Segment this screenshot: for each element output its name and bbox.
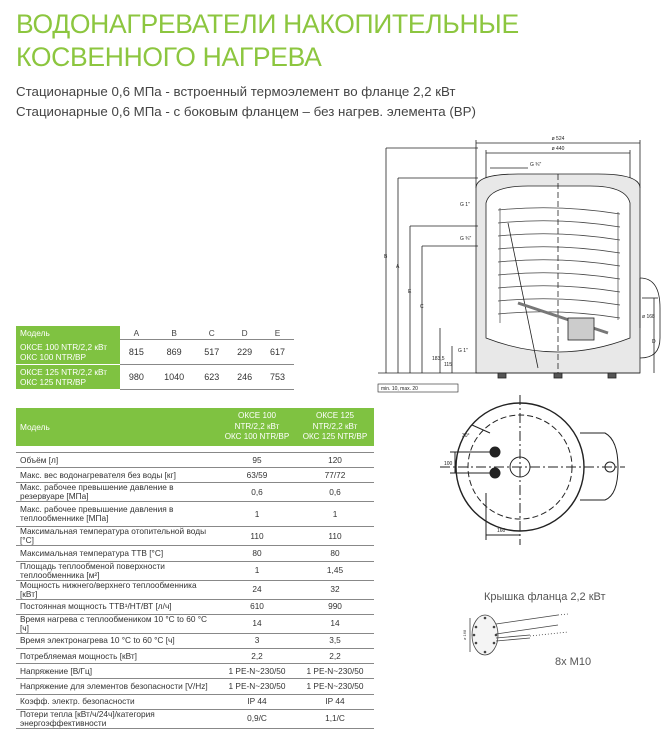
spec-value-125: 120 (296, 453, 374, 468)
spec-value-100: 1 PE-N~230/50 (218, 679, 296, 694)
dimension-value: 617 (261, 340, 294, 365)
spec-row (16, 614, 374, 633)
dimensions-header-c: C (195, 326, 228, 340)
spec-value-125: IP 44 (296, 694, 374, 709)
label-d168: ø 168 (642, 314, 655, 320)
spec-value-100: IP 44 (218, 694, 296, 709)
top-view-drawing (410, 395, 640, 555)
pipe-connection (490, 447, 500, 457)
spec-header-model: Модель (16, 408, 218, 446)
dimension-value: 229 (228, 340, 261, 365)
model-name-line2: ОКС 125 NTR/BP (20, 376, 87, 387)
spec-label: Площадь теплообменой поверхности теплообменника [м²] (16, 561, 218, 580)
dimensions-row (16, 364, 294, 389)
spec-value-125: 1 PE-N~230/50 (296, 664, 374, 679)
col-125-line2: NTR/2,2 кВт (312, 421, 358, 431)
subtitle-builtin-element: Стационарные 0,6 МПа - встроенный термоэлемент во фланце 2,2 кВт (16, 84, 456, 99)
spec-label: Макс. рабочее превышение давления в теплообменнике [МПа] (16, 502, 218, 527)
label-115: 115 (444, 362, 452, 368)
spec-label: Макс. вес водонагревателя без воды [кг] (16, 468, 218, 483)
dimension-value: 246 (228, 364, 261, 389)
dimensions-header-e: E (261, 326, 294, 340)
label-a: A (396, 264, 400, 270)
spec-value-125: 77/72 (296, 468, 374, 483)
spec-header-col-125 (296, 408, 374, 446)
dimensions-header-d: D (228, 326, 261, 340)
flange-bolts-label: 8x M10 (555, 656, 592, 668)
label-100: 100 (444, 461, 453, 467)
spec-value-100: 110 (218, 527, 296, 546)
dimension-value: 815 (120, 340, 153, 365)
spec-value-125: 1,45 (296, 561, 374, 580)
dimensions-header-model: Модель (16, 326, 120, 340)
spec-label: Максимальная температура ТТВ [°C] (16, 546, 218, 561)
spec-value-100: 0,6 (218, 483, 296, 502)
model-name-line1: ОКСЕ 125 NTR/2,2 кВт (20, 366, 108, 377)
title-line-2: КОСВЕННОГО НАГРЕВА (16, 42, 322, 72)
spec-row (16, 561, 374, 580)
spec-label: Напряжение для элементов безопасности [V/Hz] (16, 679, 218, 694)
model-name-line1: ОКСЕ 100 NTR/2,2 кВт (20, 341, 108, 352)
spec-row (16, 502, 374, 527)
spec-value-100: 24 (218, 580, 296, 599)
spec-header-row (16, 408, 374, 446)
dimensions-table (16, 326, 294, 390)
label-angle-30: 30° (462, 433, 470, 439)
col-125-line1: ОКСЕ 125 (316, 411, 354, 421)
flange-cover-title: Крышка фланца 2,2 кВт (484, 591, 606, 603)
spec-label: Потери тепла [кВт/ч/24ч]/категория энергоэффективности (16, 709, 218, 728)
spec-value-100: 1 (218, 502, 296, 527)
pipe-connection (490, 468, 500, 478)
flange-disc (472, 615, 498, 655)
spec-value-100: 63/59 (218, 468, 296, 483)
spec-row (16, 664, 374, 679)
spec-value-125: 1,1/C (296, 709, 374, 728)
spec-label: Время электронагрева 10 °C to 60 °C [ч] (16, 633, 218, 648)
spec-header-col-100 (218, 408, 296, 446)
subtitle-side-flange: Стационарные 0,6 МПа - с боковым фланцем – без нагрев. элемента (ВР) (16, 104, 476, 119)
spec-value-100: 0,9/C (218, 709, 296, 728)
spec-value-100: 14 (218, 614, 296, 633)
spec-row (16, 580, 374, 599)
dimension-value: 753 (261, 364, 294, 389)
spec-label: Напряжение [В/Гц] (16, 664, 218, 679)
dimension-value: 869 (153, 340, 196, 365)
spec-row (16, 679, 374, 694)
label-d524: ø 524 (551, 136, 565, 142)
dimensions-header-b: B (153, 326, 196, 340)
spec-value-100: 1 (218, 561, 296, 580)
col-100-line2: NTR/2,2 кВт (234, 421, 280, 431)
spec-row (16, 694, 374, 709)
label-g1-bottom: G 1" (458, 348, 468, 354)
spec-value-125: 2,2 (296, 648, 374, 663)
page-title (16, 8, 519, 74)
label-g34-top: G ¾" (530, 162, 542, 168)
label-feet: min. 10, max. 20 (381, 386, 418, 392)
specifications-table (16, 408, 374, 729)
spec-label: Потребляемая мощность [кВт] (16, 648, 218, 663)
spec-table-body (16, 453, 374, 729)
spec-label: Макс. рабочее превышение давление в резервуаре [МПа] (16, 483, 218, 502)
flange-cover-drawing (462, 610, 570, 660)
spec-value-125: 1 PE-N~230/50 (296, 679, 374, 694)
spec-row (16, 453, 374, 468)
dimensions-header-row (16, 326, 294, 340)
label-d440: ø 440 (551, 146, 565, 152)
spec-label: Коэфф. электр. безопасности (16, 694, 218, 709)
label-e: E (408, 289, 412, 295)
spec-row (16, 599, 374, 614)
spec-value-125: 3,5 (296, 633, 374, 648)
dimension-value: 517 (195, 340, 228, 365)
spec-value-100: 1 PE-N~230/50 (218, 664, 296, 679)
label-g1-top: G 1" (460, 202, 470, 208)
spec-value-100: 610 (218, 599, 296, 614)
label-flange-diameter: ø 168 (462, 629, 467, 640)
spec-value-125: 14 (296, 614, 374, 633)
title-line-1: ВОДОНАГРЕВАТЕЛИ НАКОПИТЕЛЬНЫЕ (16, 9, 519, 39)
spec-row (16, 709, 374, 728)
label-b: B (384, 254, 388, 260)
label-c: C (420, 304, 424, 310)
col-100-line1: ОКСЕ 100 (238, 411, 276, 421)
spec-label: Максимальная температура отопительной воды [°C] (16, 527, 218, 546)
spec-value-125: 80 (296, 546, 374, 561)
col-125-line3: ОКС 125 NTR/BP (302, 432, 368, 442)
dimension-value: 980 (120, 364, 153, 389)
spec-value-125: 0,6 (296, 483, 374, 502)
dimensions-header-a: A (120, 326, 153, 340)
dimensions-model-cell (16, 364, 120, 389)
spec-row (16, 633, 374, 648)
side-section-drawing (378, 128, 662, 398)
spec-value-100: 80 (218, 546, 296, 561)
label-183-5: 183,5 (432, 356, 445, 362)
spec-label: Объём [л] (16, 453, 218, 468)
col-100-line3: ОКС 100 NTR/BP (224, 432, 290, 442)
dimension-value: 1040 (153, 364, 196, 389)
spec-row (16, 648, 374, 663)
spec-row (16, 468, 374, 483)
model-name-line2: ОКС 100 NTR/BP (20, 351, 87, 362)
label-160: 160 (497, 528, 506, 534)
spec-label: Время нагрева с теплообмеником 10 °C to 60 °C [ч] (16, 614, 218, 633)
label-d: D (652, 339, 656, 345)
spec-value-100: 2,2 (218, 648, 296, 663)
label-g34-side: G ¾" (460, 236, 472, 242)
spec-value-125: 110 (296, 527, 374, 546)
dimensions-row (16, 340, 294, 365)
spec-row (16, 527, 374, 546)
dimension-value: 623 (195, 364, 228, 389)
spec-value-100: 95 (218, 453, 296, 468)
spec-label: Постоянная мощность ТТВ¹/НТ/ВТ [л/ч] (16, 599, 218, 614)
spec-row (16, 483, 374, 502)
spec-value-125: 990 (296, 599, 374, 614)
dimensions-model-cell (16, 340, 120, 365)
spec-value-125: 32 (296, 580, 374, 599)
spec-value-100: 3 (218, 633, 296, 648)
spec-row (16, 546, 374, 561)
spec-label: Мощность нижнего/верхнего теплообменника [кВт] (16, 580, 218, 599)
spec-value-125: 1 (296, 502, 374, 527)
